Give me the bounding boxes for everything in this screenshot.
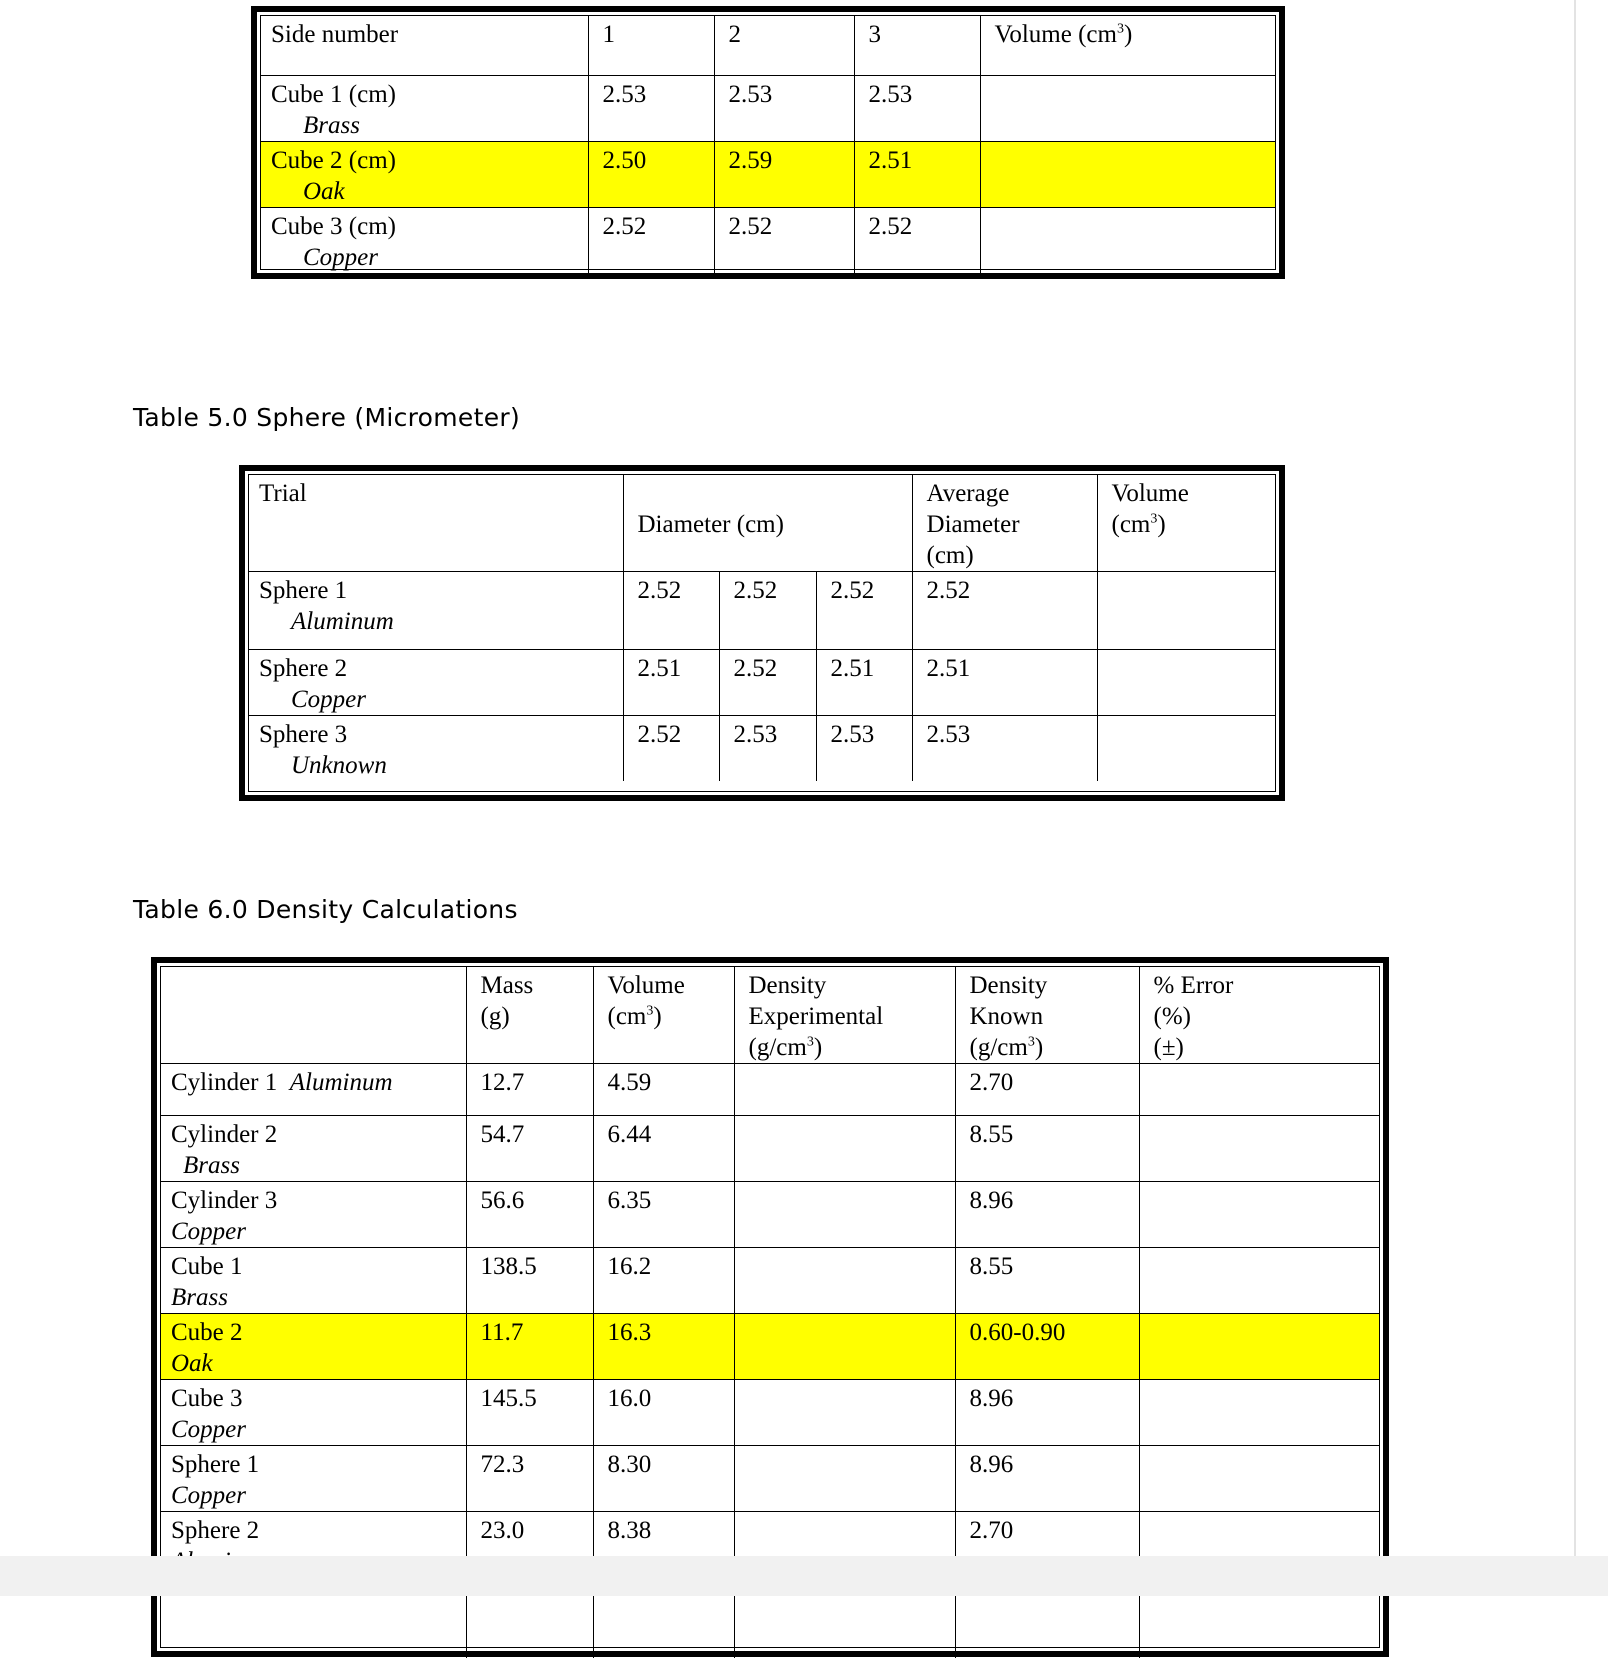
cell-value: 2.59 xyxy=(714,141,854,207)
cell-density-known: 2.70 xyxy=(955,1512,1139,1578)
cell-density-known: 0.60-0.90 xyxy=(955,1314,1139,1380)
cell-value: 2.52 xyxy=(714,207,854,273)
row-label: Cube 2 Oak xyxy=(161,1314,466,1380)
cell-value: 2.52 xyxy=(588,207,714,273)
cell-percent-error xyxy=(1139,1446,1379,1512)
sphere-table xyxy=(239,465,1285,801)
row-label: Sphere 2 xyxy=(161,1512,466,1578)
header-item xyxy=(161,967,466,1064)
header-side-3: 3 xyxy=(854,16,980,75)
cell-volume: 16.3 xyxy=(593,1314,734,1380)
table-row xyxy=(261,207,1275,273)
cell-density-experimental xyxy=(734,1248,955,1314)
cell-density-experimental xyxy=(734,1380,955,1446)
cell-percent-error xyxy=(1139,1182,1379,1248)
cell-value: 2.53 xyxy=(854,75,980,141)
cell-value: 2.53 xyxy=(588,75,714,141)
cell-average: 2.51 xyxy=(912,650,1097,716)
cell-density-experimental xyxy=(734,1182,955,1248)
row-label: Cube 2 (cm) Oak xyxy=(261,141,588,207)
cell-volume: 16.0 xyxy=(593,1380,734,1446)
row-label: Cylinder 1 Aluminum xyxy=(161,1064,466,1116)
cell-volume: 8.38 xyxy=(593,1512,734,1578)
header-side-1: 1 xyxy=(588,16,714,75)
table-row-highlighted xyxy=(261,141,1275,207)
cell-mass: 23.0 xyxy=(466,1512,593,1578)
cell-mass: 12.7 xyxy=(466,1064,593,1116)
cell-average: 2.53 xyxy=(912,716,1097,782)
cell-volume xyxy=(980,207,1275,273)
cell-volume: 6.44 xyxy=(593,1116,734,1182)
cell-percent-error xyxy=(1139,1314,1379,1380)
page-edge-divider xyxy=(1574,0,1576,1556)
row-label: Sphere 1 Aluminum xyxy=(249,572,623,650)
header-density-experimental: Density Experimental $(g/cm^3)$ xyxy=(734,967,955,1064)
cell-percent-error xyxy=(1139,1248,1379,1314)
row-label: Cylinder 2 Brass xyxy=(161,1116,466,1182)
cell-diameter: 2.53 xyxy=(816,716,912,782)
cell-diameter: 2.52 xyxy=(623,572,719,650)
cell-volume xyxy=(1097,572,1275,650)
cell-density-known: 8.96 xyxy=(955,1446,1139,1512)
cell-percent-error xyxy=(1139,1116,1379,1182)
table-row xyxy=(161,1064,1379,1116)
header-side-2: 2 xyxy=(714,16,854,75)
cell-mass: 145.5 xyxy=(466,1380,593,1446)
row-label: Cube 1 Brass xyxy=(161,1248,466,1314)
header-average-diameter: Average Diameter (cm) xyxy=(912,475,1097,572)
cell-density-known: 8.96 xyxy=(955,1380,1139,1446)
table-row xyxy=(261,16,1275,75)
row-label: Cube 3 Copper xyxy=(161,1380,466,1446)
table-row xyxy=(161,967,1379,1064)
cell-percent-error xyxy=(1139,1064,1379,1116)
cell-diameter: 2.52 xyxy=(816,572,912,650)
table-row xyxy=(161,1446,1379,1512)
header-mass: Mass (g) xyxy=(466,967,593,1064)
table-row xyxy=(249,572,1275,650)
row-label: Sphere 3 Unknown xyxy=(249,716,623,782)
cell-density-experimental xyxy=(734,1446,955,1512)
cell-mass: 72.3 xyxy=(466,1446,593,1512)
cell-density-known: 8.55 xyxy=(955,1248,1139,1314)
cell-diameter: 2.52 xyxy=(719,572,816,650)
cell-density-known: 8.55 xyxy=(955,1116,1139,1182)
cell-diameter: 2.52 xyxy=(719,650,816,716)
cell-average: 2.52 xyxy=(912,572,1097,650)
cell-value: 2.50 xyxy=(588,141,714,207)
cube-table xyxy=(251,6,1285,279)
table-row-highlighted xyxy=(161,1314,1379,1380)
header-percent-error: % Error (%) (±) xyxy=(1139,967,1379,1064)
cell-percent-error xyxy=(1139,1380,1379,1446)
header-side-number: Side number xyxy=(261,16,588,75)
density-table xyxy=(151,957,1389,1657)
density-table-caption: Table 6.0 Density Calculations xyxy=(133,895,518,924)
row-label: Sphere 2 Copper xyxy=(249,650,623,716)
cell-mass: 138.5 xyxy=(466,1248,593,1314)
table-row xyxy=(161,1380,1379,1446)
cell-mass: 54.7 xyxy=(466,1116,593,1182)
cell-density-experimental xyxy=(734,1314,955,1380)
cell-diameter: 2.53 xyxy=(719,716,816,782)
row-label: Cylinder 3 Copper xyxy=(161,1182,466,1248)
table-row xyxy=(161,1182,1379,1248)
row-label: Sphere 1 Copper xyxy=(161,1446,466,1512)
cell-volume xyxy=(1097,716,1275,782)
table-row xyxy=(249,650,1275,716)
header-density-known: Density Known $(g/cm^3)$ xyxy=(955,967,1139,1064)
cell-density-experimental xyxy=(734,1064,955,1116)
header-trial: Trial xyxy=(249,475,623,572)
cell-volume: 6.35 xyxy=(593,1182,734,1248)
table-row xyxy=(261,75,1275,141)
table-row xyxy=(161,1248,1379,1314)
cell-diameter: 2.52 xyxy=(623,716,719,782)
cell-value: 2.53 xyxy=(714,75,854,141)
cell-volume xyxy=(1097,650,1275,716)
table-row xyxy=(161,1116,1379,1182)
cell-density-known: 2.70 xyxy=(955,1064,1139,1116)
bottom-scroll-area xyxy=(0,1556,1608,1596)
row-label: Cube 3 (cm) Copper xyxy=(261,207,588,273)
header-diameter: Diameter (cm) xyxy=(623,475,912,572)
table-row xyxy=(249,475,1275,572)
cell-volume xyxy=(980,141,1275,207)
cell-volume: 4.59 xyxy=(593,1064,734,1116)
header-volume: Volume $(cm^3)$ xyxy=(1097,475,1275,572)
cell-diameter: 2.51 xyxy=(623,650,719,716)
cell-diameter: 2.51 xyxy=(816,650,912,716)
table-row xyxy=(249,716,1275,782)
cell-mass: 11.7 xyxy=(466,1314,593,1380)
cell-value: 2.51 xyxy=(854,141,980,207)
row-label: Cube 1 (cm) Brass xyxy=(261,75,588,141)
cell-density-experimental xyxy=(734,1116,955,1182)
cell-volume xyxy=(980,75,1275,141)
cell-value: 2.52 xyxy=(854,207,980,273)
cell-volume: 16.2 xyxy=(593,1248,734,1314)
cell-mass: 56.6 xyxy=(466,1182,593,1248)
header-volume: Volume $(cm^3)$ xyxy=(980,16,1275,75)
sphere-table-caption: Table 5.0 Sphere (Micrometer) xyxy=(133,403,521,432)
cell-volume: 8.30 xyxy=(593,1446,734,1512)
cell-density-known: 8.96 xyxy=(955,1182,1139,1248)
header-volume: Volume $(cm^3)$ xyxy=(593,967,734,1064)
